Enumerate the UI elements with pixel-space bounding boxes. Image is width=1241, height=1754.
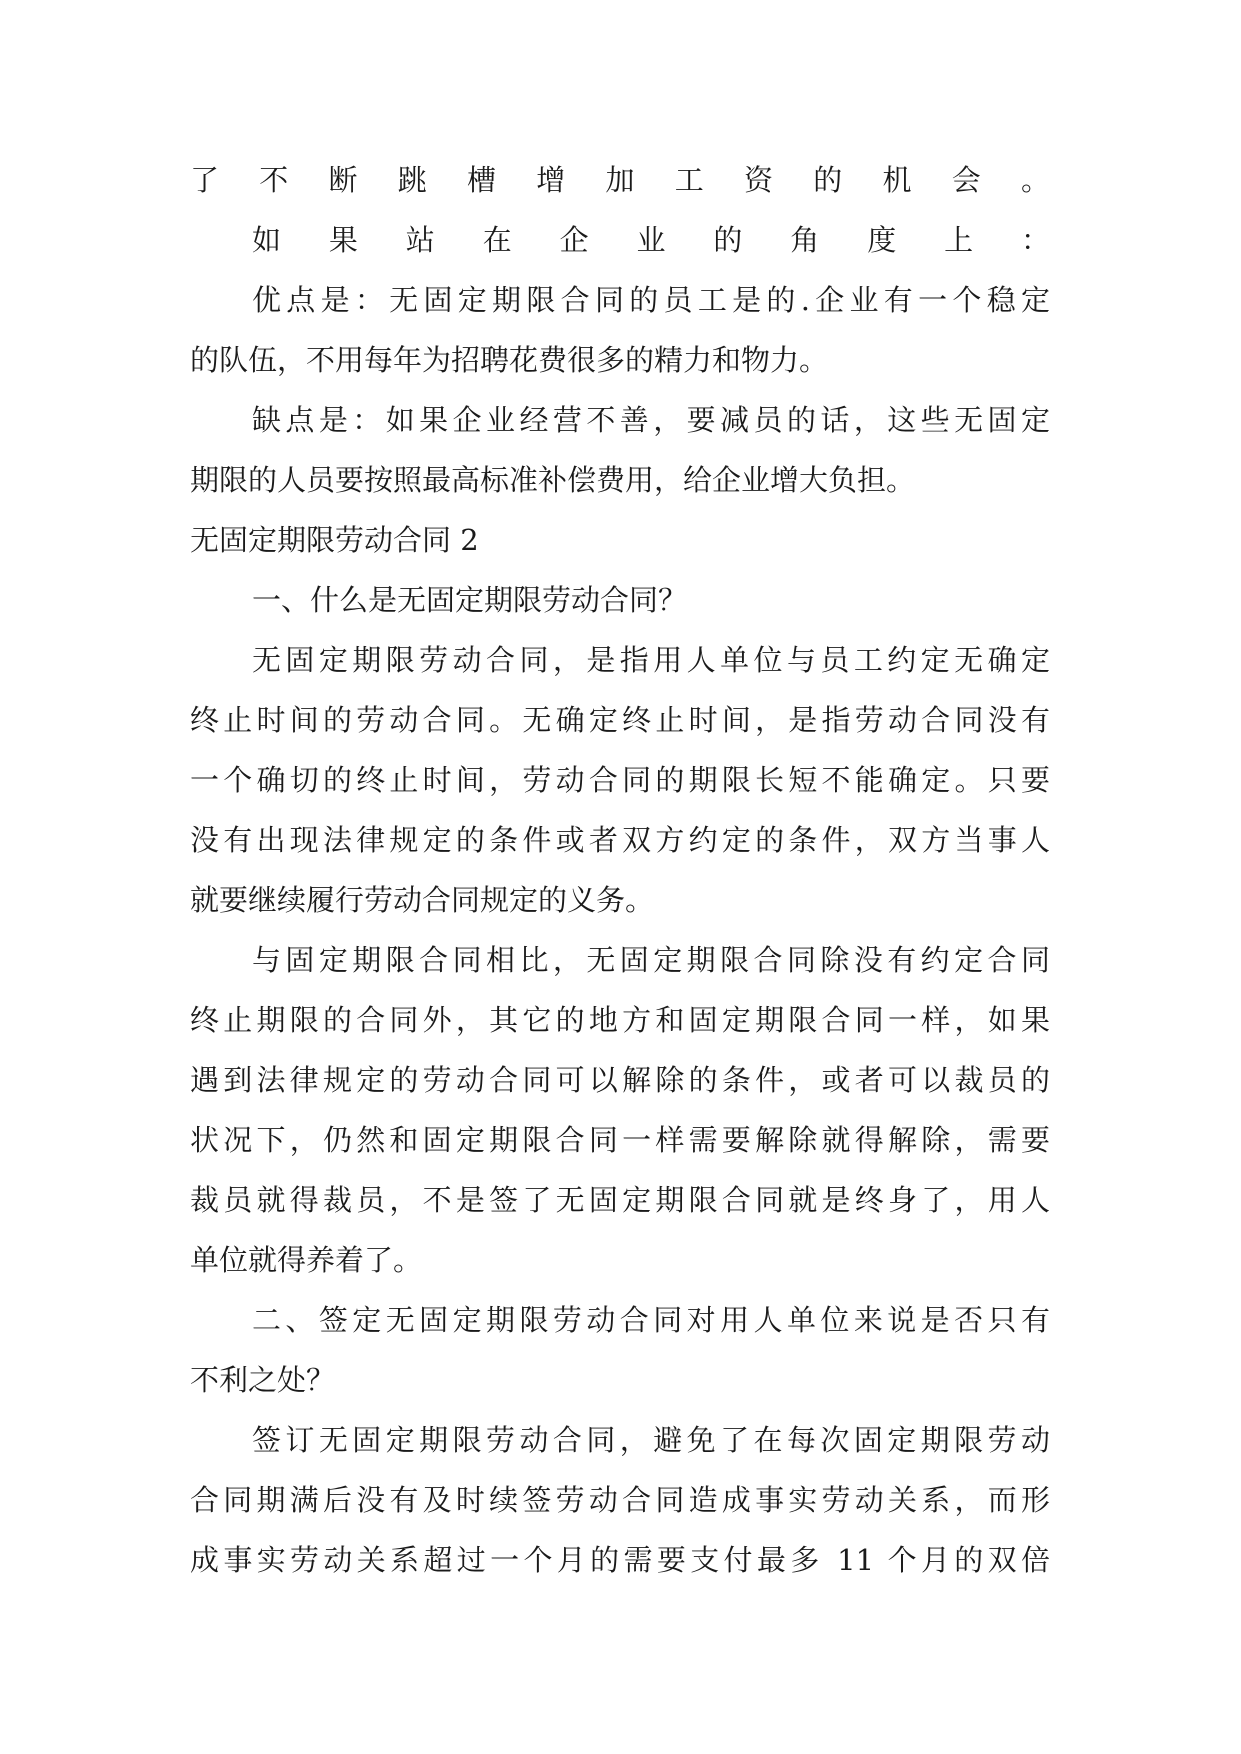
text-line-9: 无固定期限劳动合同，是指用人单位与员工约定无确定	[252, 643, 1050, 677]
text-line-2: 如果站在企业的角度上：	[252, 223, 1050, 257]
document-page	[190, 150, 1050, 1590]
text-line-18: 裁员就得裁员，不是签了无固定期限合同就是终身了，用人	[190, 1183, 1050, 1217]
text-line-5: 缺点是：如果企业经营不善，要减员的话，这些无固定	[252, 403, 1050, 437]
text-line-24: 成事实劳动关系超过一个月的需要支付最多 11 个月的双倍	[190, 1543, 1050, 1577]
text-line-3: 优点是：无固定期限合同的员工是的.企业有一个稳定	[252, 283, 1050, 317]
text-line-17: 状况下，仍然和固定期限合同一样需要解除就得解除，需要	[190, 1123, 1050, 1157]
text-line-11: 一个确切的终止时间，劳动合同的期限长短不能确定。只要	[190, 763, 1050, 797]
text-line-10: 终止时间的劳动合同。无确定终止时间，是指劳动合同没有	[190, 703, 1050, 737]
text-line-20: 二、签定无固定期限劳动合同对用人单位来说是否只有	[252, 1303, 1050, 1337]
text-line-21: 不利之处？	[190, 1363, 336, 1397]
text-line-15: 终止期限的合同外，其它的地方和固定期限合同一样，如果	[190, 1003, 1050, 1037]
text-line-12: 没有出现法律规定的条件或者双方约定的条件，双方当事人	[190, 823, 1050, 857]
section-heading: 无固定期限劳动合同 2	[190, 523, 479, 557]
text-line-8: 一、什么是无固定期限劳动合同？	[252, 583, 688, 617]
text-line-6: 期限的人员要按照最高标准补偿费用，给企业增大负担。	[190, 463, 916, 497]
text-line-1: 了不断跳槽增加工资的机会。	[190, 163, 1050, 197]
text-line-19: 单位就得养着了。	[190, 1243, 423, 1277]
text-line-13: 就要继续履行劳动合同规定的义务。	[190, 883, 655, 917]
text-line-16: 遇到法律规定的劳动合同可以解除的条件，或者可以裁员的	[190, 1063, 1050, 1097]
text-line-23: 合同期满后没有及时续签劳动合同造成事实劳动关系，而形	[190, 1483, 1050, 1517]
text-line-22: 签订无固定期限劳动合同，避免了在每次固定期限劳动	[252, 1423, 1050, 1457]
text-line-4: 的队伍，不用每年为招聘花费很多的精力和物力。	[190, 343, 829, 377]
text-line-14: 与固定期限合同相比，无固定期限合同除没有约定合同	[252, 943, 1050, 977]
